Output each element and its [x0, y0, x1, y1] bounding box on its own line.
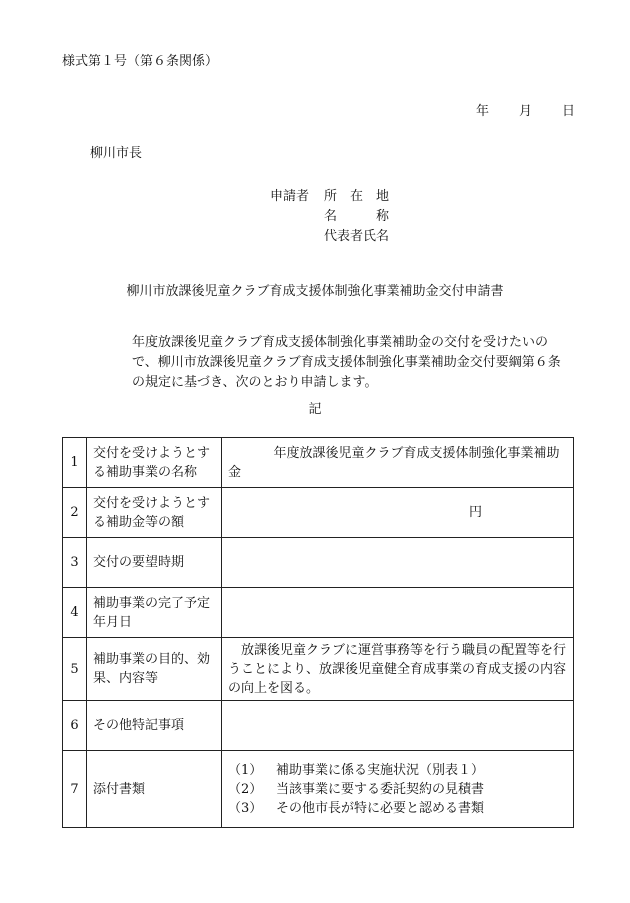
subsidy-name-field[interactable]: 年度放課後児童クラブ育成支援体制強化事業補助金 — [222, 438, 574, 488]
row-label: 交付を受けようとする補助金等の額 — [87, 488, 222, 538]
table-row — [63, 538, 574, 588]
row-label: 補助事業の完了予定年月日 — [87, 588, 222, 638]
table-row — [63, 438, 574, 488]
row-number: 5 — [63, 638, 87, 701]
applicant-address-label: 所 在 地 — [324, 189, 390, 204]
row-number: 1 — [63, 438, 87, 488]
row-number: 3 — [63, 538, 87, 588]
row-number: 6 — [63, 701, 87, 751]
applicant-name-label: 名 称 — [324, 209, 390, 224]
purpose-field: 放課後児童クラブに運営事務等を行う職員の配置等を行うことにより、放課後児童健全育成事業の育成支援の内容の向上を図る。 — [222, 638, 574, 701]
attachment-item: （2） 当該事業に要する委託契約の見積書 — [228, 781, 485, 797]
application-statement — [62, 333, 570, 393]
document-title: 柳川市放課後児童クラブ育成支援体制強化事業補助金交付申請書 — [126, 284, 504, 299]
date-year-label: 年 — [476, 104, 490, 119]
row-number: 2 — [63, 488, 87, 538]
row-label: 添付書類 — [87, 751, 222, 828]
row-label: 交付を受けようとする補助事業の名称 — [87, 438, 222, 488]
application-statement-text: 年度放課後児童クラブ育成支援体制強化事業補助金の交付を受けたいので、柳川市放課後児童クラブ育成支援体制強化事業補助金交付要綱第６条の規定に基づき、次のとおり申請します。 — [132, 335, 561, 390]
date-day-label: 日 — [562, 104, 576, 119]
row-number: 7 — [63, 751, 87, 828]
application-date — [476, 105, 575, 118]
requested-timing-field[interactable] — [222, 538, 574, 588]
special-notes-field[interactable] — [222, 701, 574, 751]
ki-heading: 記 — [308, 402, 322, 417]
table-row — [63, 488, 574, 538]
yen-unit: 円 — [468, 505, 482, 520]
date-month-label: 月 — [519, 104, 533, 119]
table-row — [63, 701, 574, 751]
attachments-list — [222, 751, 574, 828]
applicant-representative-label: 代表者氏名 — [324, 229, 390, 244]
row-number: 4 — [63, 588, 87, 638]
applicant-label: 申請者 — [270, 189, 310, 204]
table-row — [63, 751, 574, 828]
attachment-item: （3） その他市長が特に必要と認める書類 — [228, 800, 485, 816]
attachment-item: （1） 補助事業に係る実施状況（別表１） — [228, 762, 485, 778]
row-label: その他特記事項 — [87, 701, 222, 751]
table-row — [63, 588, 574, 638]
subsidy-amount-field[interactable] — [222, 488, 574, 538]
addressee: 柳川市長 — [90, 146, 143, 161]
application-table — [62, 437, 574, 828]
completion-date-field[interactable] — [222, 588, 574, 638]
form-number: 様式第１号（第６条関係） — [62, 54, 219, 69]
table-row — [63, 638, 574, 701]
row-label: 補助事業の目的、効果、内容等 — [87, 638, 222, 701]
row-label: 交付の要望時期 — [87, 538, 222, 588]
applicant-block — [270, 187, 389, 247]
